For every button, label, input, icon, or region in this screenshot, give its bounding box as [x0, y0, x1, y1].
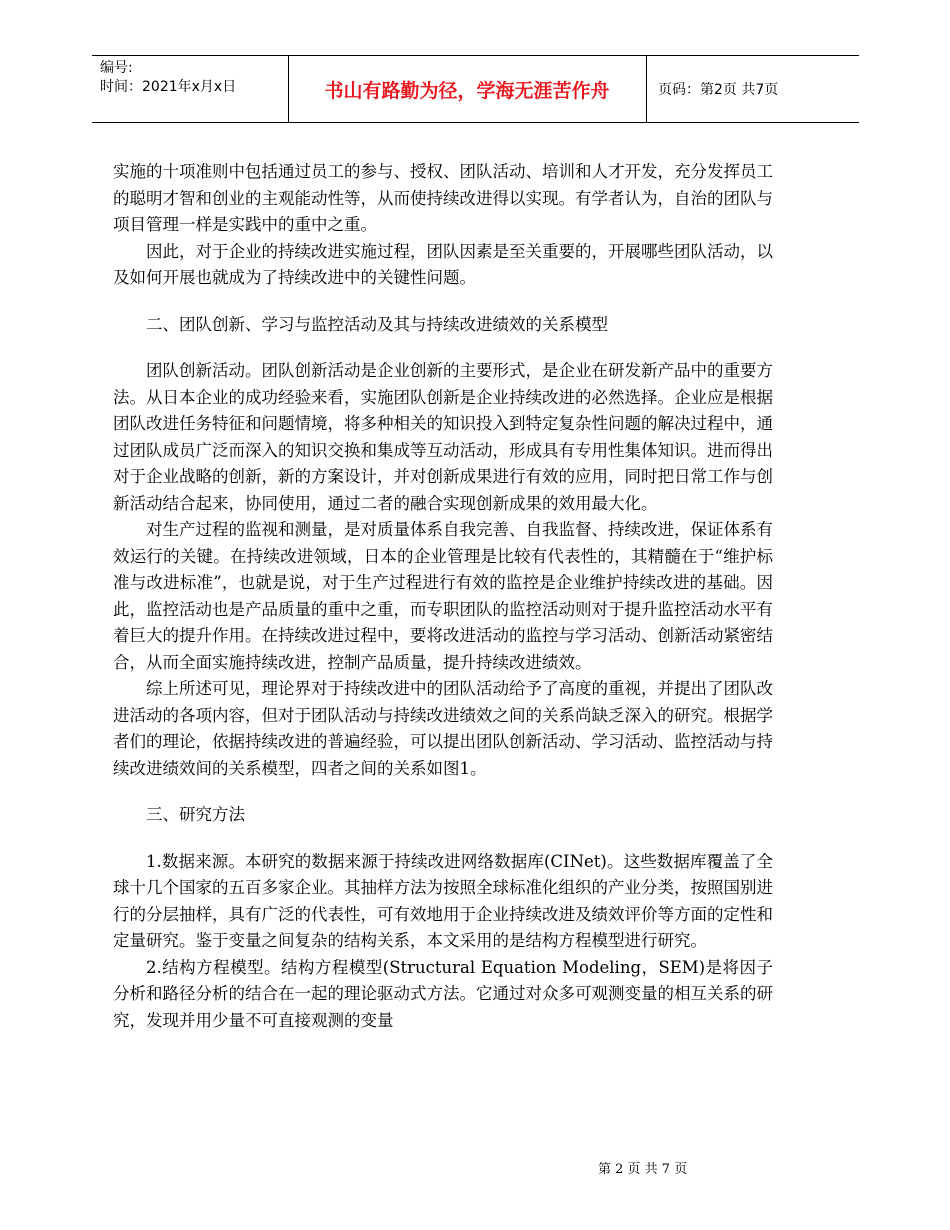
footer-page-number: 第 2 页 共 7 页	[598, 1162, 688, 1177]
header-divider-right	[646, 56, 647, 122]
header-meta	[100, 59, 285, 97]
page-header	[92, 55, 859, 123]
document-body	[113, 159, 773, 1034]
paragraph-4: 对生产过程的监视和测量，是对质量体系自我完善、自我监督、持续改进，保证体系有效运行的关键。在持续改进领域，日本的企业管理是比较有代表性的，其精髓在于“维护标准与改进标准”，也就是说，对于生产过程进行有效的监控是企业维护持续改进的基础。因此，监控活动也是产品质量的重中之重，而专职团队的监控活动则对于提升监控活动水平有着巨大的提升作用。在持续改进过程中，要将改进活动的监控与学习活动、创新活动紧密结合，从而全面实施持续改进，控制产品质量，提升持续改进绩效。	[113, 520, 773, 672]
section-heading-2: 二、团队创新、学习与监控活动及其与持续改进绩效的关系模型	[146, 314, 608, 334]
doc-number-label: 编号:	[100, 60, 133, 76]
paragraph-7: 2.结构方程模型。结构方程模型(Structural Equation Modeling，SEM)是将因子分析和路径分析的结合在一起的理论驱动式方法。它通过对众多可观测变量的相互关系的研究，发现并用少量不可直接观测的变量	[113, 957, 773, 1030]
section-heading-3: 三、研究方法	[146, 805, 245, 824]
paragraph-6: 1.数据来源。本研究的数据来源于持续改进网络数据库(CINet)。这些数据库覆盖了全球十几个国家的五百多家企业。其抽样方法为按照全球标准化组织的产业分类，按照国别进行的分层抽样，具有广泛的代表性，可有效地用于企业持续改进及绩效评价等方面的定性和定量研究。鉴于变量之间复杂的结构关系，本文采用的是结构方程模型进行研究。	[113, 851, 773, 950]
paragraph-3: 团队创新活动。团队创新活动是企业创新的主要形式，是企业在研发新产品中的重要方法。从日本企业的成功经验来看，实施团队创新是企业持续改进的必然选择。企业应是根据团队改进任务特征和问题情境，将多种相关的知识投入到特定复杂性问题的解决过程中，通过团队成员广泛而深入的知识交换和集成等互动活动，形成具有专用性集体知识。进而得出对于企业战略的创新，新的方案设计，并对创新成果进行有效的应用，同时把日常工作与创新活动结合起来，协同使用，通过二者的融合实现创新成果的效用最大化。	[113, 361, 773, 513]
paragraph-5: 综上所述可见，理论界对于持续改进中的团队活动给予了高度的重视，并提出了团队改进活动的各项内容，但对于团队活动与持续改进绩效之间的关系尚缺乏深入的研究。根据学者们的理论，依据持续改进的普遍经验，可以提出团队创新活动、学习活动、监控活动与持续改进绩效间的关系模型，四者之间的关系如图1。	[113, 679, 773, 778]
paragraph-1: 实施的十项准则中包括通过员工的参与、授权、团队活动、培训和人才开发，充分发挥员工的聪明才智和创业的主观能动性等，从而使持续改进得以实现。有学者认为，自治的团队与项目管理一样是实践中的重中之重。	[113, 162, 773, 234]
header-motto: 书山有路勤为径，学海无涯苦作舟	[324, 79, 610, 102]
paragraph-2: 因此，对于企业的持续改进实施过程，团队因素是至关重要的，开展哪些团队活动，以及如何开展也就成为了持续改进中的关键性问题。	[113, 241, 773, 287]
date-label: 时间：2021年x月x日	[100, 79, 237, 95]
header-page-info: 页码：第2页 共7页	[658, 82, 779, 98]
